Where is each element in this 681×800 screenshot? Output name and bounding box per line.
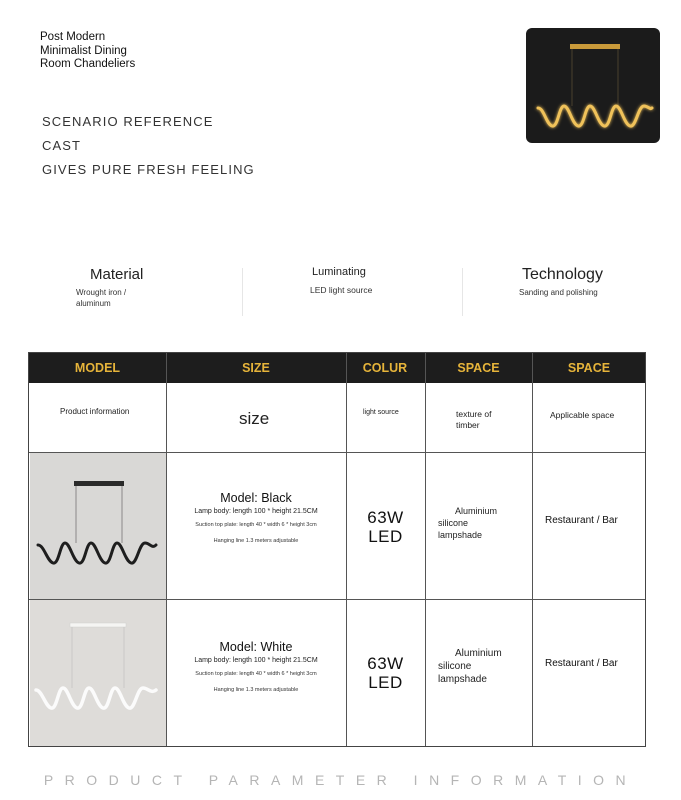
feature-material-sub: Wrought iron / aluminum (76, 288, 127, 308)
subheader-texture: texture of timber (456, 409, 492, 430)
feature-technology-title: Technology (522, 266, 603, 283)
chandelier-lit-illustration (526, 28, 660, 143)
material-line-2: silicone (438, 661, 472, 672)
product-photo-black (30, 453, 166, 599)
parameter-table (28, 352, 646, 747)
material-line-2: silicone (438, 518, 469, 528)
feature-material (76, 266, 296, 309)
row-black-power (346, 508, 425, 546)
product-title (40, 31, 135, 72)
material-line-1: Aluminium (455, 648, 502, 659)
header-space: SPACE (567, 361, 611, 375)
row-white-material (438, 647, 528, 686)
row-black-space: Restaurant / Bar (545, 515, 618, 526)
power-type: LED (368, 673, 403, 692)
footer-caption: PRODUCT PARAMETER INFORMATION (43, 772, 638, 788)
row-white-size (166, 640, 346, 693)
hanging-line: Hanging line 1.3 meters adjustable (213, 687, 299, 693)
feature-technology (519, 266, 681, 298)
feature-technology-sub: Sanding and polishing (519, 288, 598, 297)
hanging-line: Hanging line 1.3 meters adjustable (213, 538, 299, 544)
feature-divider (462, 268, 463, 316)
power-type: LED (368, 527, 403, 546)
row-black-size (166, 491, 346, 544)
lamp-body-dimensions: Lamp body: length 100 * height 21.5CM (194, 657, 318, 664)
feature-divider (242, 268, 243, 316)
chandelier-black-icon (30, 453, 166, 599)
row-white-space: Restaurant / Bar (545, 658, 618, 669)
feature-material-title: Material (90, 266, 144, 283)
power-watts: 63W (367, 508, 404, 527)
title-line-1: Post Modern (40, 31, 106, 43)
subheader-applicable-space: Applicable space (550, 410, 615, 420)
table-header (29, 353, 645, 383)
subheader-product-info: Product information (60, 407, 130, 416)
power-watts: 63W (367, 654, 404, 673)
chandelier-white-icon (30, 600, 166, 746)
header-space: SPACE (457, 361, 500, 375)
header-colur: COLUR (362, 361, 408, 375)
column-divider (532, 353, 533, 746)
scenario-text (42, 114, 255, 186)
title-line-2: Minimalist Dining (40, 44, 127, 57)
feature-luminating (310, 266, 530, 296)
hero-product-image (526, 28, 660, 143)
material-line-3: lampshade (438, 530, 483, 540)
subheader-size: size (239, 409, 270, 428)
material-line-1: Aluminium (455, 506, 498, 516)
row-black-material (438, 505, 528, 541)
header-size: SIZE (242, 361, 270, 375)
lamp-body-dimensions: Lamp body: length 100 * height 21.5CM (194, 508, 318, 515)
product-photo-white (30, 600, 166, 746)
model-white-title: Model: White (219, 640, 293, 654)
subheader-light-source: light source (363, 409, 399, 416)
title-line-3: Room Chandeliers (40, 58, 136, 70)
scenario-line-3: GIVES PURE FRESH FEELING (42, 162, 255, 177)
material-line-3: lampshade (438, 674, 487, 685)
column-divider (425, 353, 426, 746)
suction-plate-dimensions: Suction top plate: length 40 * width 6 * height 3cm (195, 671, 317, 677)
feature-luminating-title: Luminating (312, 266, 366, 278)
feature-luminating-sub: LED light source (310, 285, 373, 295)
row-white-power (346, 654, 425, 692)
header-model: MODEL (74, 361, 121, 375)
scenario-line-1: SCENARIO REFERENCE (42, 114, 214, 129)
model-black-title: Model: Black (220, 491, 292, 505)
suction-plate-dimensions: Suction top plate: length 40 * width 6 * height 3cm (195, 522, 317, 528)
scenario-line-2: CAST (42, 138, 82, 153)
